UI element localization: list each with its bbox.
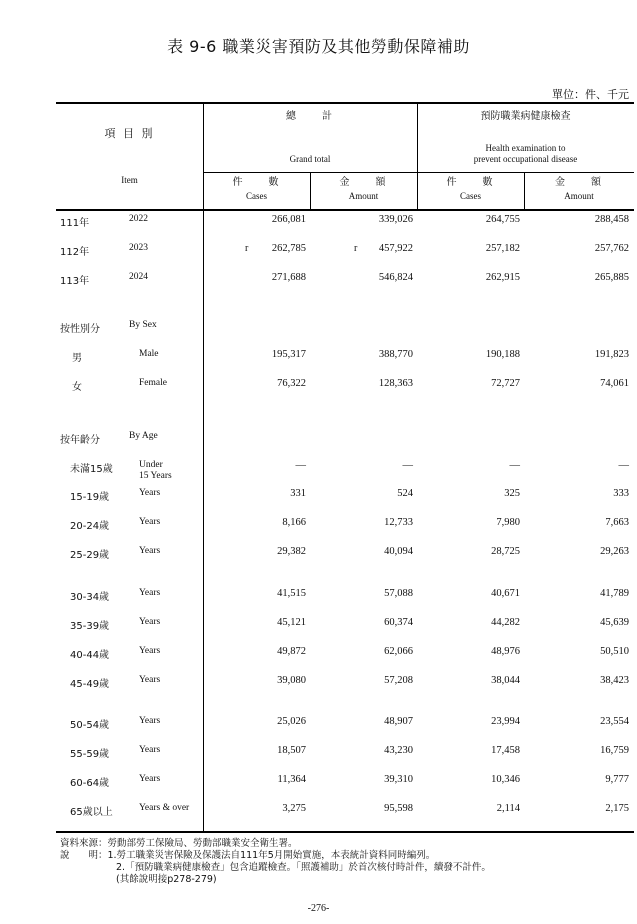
total-cases-cell: 3,275 bbox=[282, 803, 306, 814]
row-label-zh: 35-39歲 bbox=[70, 621, 110, 632]
total-cases-cell: 29,382 bbox=[277, 546, 306, 557]
header-mid-rule bbox=[203, 172, 634, 173]
total-amount-cell: 57,208 bbox=[384, 675, 413, 686]
total-amount-cell: 457,922 bbox=[378, 243, 413, 254]
row-label-zh: 15-19歲 bbox=[70, 492, 110, 503]
table-row bbox=[0, 617, 637, 643]
table-bottom-rule bbox=[56, 831, 634, 833]
total-cases-cell: — bbox=[295, 460, 306, 471]
revised-flag: r bbox=[354, 243, 358, 254]
health-amount-cell: 29,263 bbox=[600, 546, 629, 557]
health-cases-cell: 40,671 bbox=[491, 588, 520, 599]
row-label-en: Years bbox=[139, 646, 161, 656]
header-bottom-rule bbox=[56, 209, 634, 211]
health-cases-cell: 38,044 bbox=[491, 675, 520, 686]
note-2: 2.「預防職業病健康檢查」包含追蹤檢查。「照護補助」於首次核付時計件，續發不計件。 bbox=[116, 862, 491, 873]
health-amount-cell: 288,458 bbox=[594, 214, 629, 225]
row-label-en: Male bbox=[139, 349, 159, 359]
table-row bbox=[0, 272, 637, 298]
table-row bbox=[0, 460, 637, 486]
total-amount-cell: 546,824 bbox=[378, 272, 413, 283]
health-cases-cell: 2,114 bbox=[496, 803, 520, 814]
footnotes bbox=[60, 838, 491, 886]
table-row bbox=[0, 588, 637, 614]
health-amount-cell: 38,423 bbox=[600, 675, 629, 686]
health-amount-cell: 50,510 bbox=[600, 646, 629, 657]
row-label-zh: 65歲以上 bbox=[70, 807, 113, 818]
health-cases-cell: 17,458 bbox=[491, 745, 520, 756]
total-amount-cell: 39,310 bbox=[384, 774, 413, 785]
section-label-en: By Age bbox=[129, 431, 158, 441]
table-row bbox=[0, 349, 637, 375]
total-cases-cell: 76,322 bbox=[277, 378, 306, 389]
row-label-zh: 30-34歲 bbox=[70, 592, 110, 603]
row-label-zh: 男 bbox=[72, 353, 82, 364]
health-cases-cell: 325 bbox=[504, 488, 520, 499]
health-amount-cell: 74,061 bbox=[600, 378, 629, 389]
total-cases-cell: 331 bbox=[290, 488, 306, 499]
header-item-zh: 項 目 別 bbox=[104, 127, 155, 140]
row-label-en: Years bbox=[139, 675, 161, 685]
total-amount-cell: 524 bbox=[397, 488, 413, 499]
header-health-amount-en: Amount bbox=[564, 191, 594, 201]
row-label-zh: 女 bbox=[72, 382, 82, 393]
page-title: 表 9-6 職業災害預防及其他勞動保障補助 bbox=[167, 37, 470, 56]
health-cases-cell: 44,282 bbox=[491, 617, 520, 628]
row-label-en: 2022 bbox=[129, 214, 148, 224]
health-cases-cell: 264,755 bbox=[485, 214, 520, 225]
header-health-amount-zh: 金 額 bbox=[555, 177, 603, 188]
total-amount-cell: 62,066 bbox=[384, 646, 413, 657]
section-row bbox=[0, 320, 637, 346]
header-health-cases-en: Cases bbox=[460, 191, 481, 201]
health-amount-cell: 9,777 bbox=[605, 774, 629, 785]
health-cases-cell: 262,915 bbox=[485, 272, 520, 283]
table-row bbox=[0, 803, 637, 829]
total-amount-cell: 43,230 bbox=[384, 745, 413, 756]
row-label-zh: 50-54歲 bbox=[70, 720, 110, 731]
table-row bbox=[0, 214, 637, 240]
health-amount-cell: 333 bbox=[613, 488, 629, 499]
health-amount-cell: 23,554 bbox=[600, 716, 629, 727]
table-row bbox=[0, 243, 637, 269]
health-amount-cell: 257,762 bbox=[594, 243, 629, 254]
header-item-en: Item bbox=[121, 175, 138, 185]
row-label-zh: 25-29歲 bbox=[70, 550, 110, 561]
table-row bbox=[0, 716, 637, 742]
total-amount-cell: — bbox=[402, 460, 413, 471]
row-label-zh: 113年 bbox=[60, 276, 90, 287]
row-label-zh: 55-59歲 bbox=[70, 749, 110, 760]
row-label-en: Under bbox=[139, 460, 163, 470]
header-total-cases-en: Cases bbox=[246, 191, 267, 201]
health-cases-cell: 28,725 bbox=[491, 546, 520, 557]
health-amount-cell: — bbox=[618, 460, 629, 471]
total-cases-cell: 45,121 bbox=[277, 617, 306, 628]
health-amount-cell: 2,175 bbox=[605, 803, 629, 814]
health-amount-cell: 16,759 bbox=[600, 745, 629, 756]
note-3: (其餘說明接p278-279) bbox=[116, 874, 217, 885]
section-label-en: By Sex bbox=[129, 320, 157, 330]
health-amount-cell: 45,639 bbox=[600, 617, 629, 628]
total-amount-cell: 95,598 bbox=[384, 803, 413, 814]
health-cases-cell: 10,346 bbox=[491, 774, 520, 785]
header-total-en: Grand total bbox=[289, 154, 331, 164]
header-health-zh: 預防職業病健康檢查 bbox=[480, 111, 571, 122]
row-label-en: Years bbox=[139, 546, 161, 556]
table-row bbox=[0, 774, 637, 800]
table-row bbox=[0, 546, 637, 572]
total-amount-cell: 60,374 bbox=[384, 617, 413, 628]
row-label-en-line2: 15 Years bbox=[139, 471, 172, 481]
table-row bbox=[0, 378, 637, 404]
row-label-zh: 20-24歲 bbox=[70, 521, 110, 532]
total-amount-cell: 339,026 bbox=[378, 214, 413, 225]
revised-flag: r bbox=[245, 243, 249, 254]
header-health-cases-zh: 件 數 bbox=[446, 177, 495, 188]
health-cases-cell: 257,182 bbox=[485, 243, 520, 254]
health-amount-cell: 191,823 bbox=[594, 349, 629, 360]
row-label-zh: 45-49歲 bbox=[70, 679, 110, 690]
row-label-en: Years bbox=[139, 716, 161, 726]
row-label-zh: 112年 bbox=[60, 247, 90, 258]
health-amount-cell: 41,789 bbox=[600, 588, 629, 599]
total-cases-cell: 39,080 bbox=[277, 675, 306, 686]
source-note: 資料來源：勞動部勞工保險局、勞動部職業安全衛生署。 bbox=[60, 838, 298, 849]
total-amount-cell: 388,770 bbox=[378, 349, 413, 360]
total-cases-cell: 41,515 bbox=[277, 588, 306, 599]
total-amount-cell: 12,733 bbox=[384, 517, 413, 528]
table-row bbox=[0, 675, 637, 701]
row-label-en: Years & over bbox=[139, 803, 190, 813]
row-label-zh: 40-44歲 bbox=[70, 650, 110, 661]
total-cases-cell: 262,785 bbox=[271, 243, 306, 254]
row-label-en: 2023 bbox=[129, 243, 148, 253]
row-label-en: 2024 bbox=[129, 272, 148, 282]
table-top-rule bbox=[56, 102, 634, 104]
total-cases-cell: 266,081 bbox=[271, 214, 306, 225]
total-cases-cell: 271,688 bbox=[271, 272, 306, 283]
row-label-en: Years bbox=[139, 774, 161, 784]
header-total-amount-en: Amount bbox=[348, 191, 379, 201]
health-cases-cell: 48,976 bbox=[491, 646, 520, 657]
row-label-zh: 未滿15歲 bbox=[70, 464, 113, 475]
total-amount-cell: 128,363 bbox=[378, 378, 413, 389]
total-cases-cell: 25,026 bbox=[277, 716, 306, 727]
health-cases-cell: 7,980 bbox=[496, 517, 520, 528]
row-label-en: Years bbox=[139, 588, 161, 598]
total-cases-cell: 49,872 bbox=[277, 646, 306, 657]
table-row bbox=[0, 745, 637, 771]
header-total-amount-zh: 金 額 bbox=[339, 177, 388, 188]
total-cases-cell: 8,166 bbox=[282, 517, 306, 528]
total-cases-cell: 11,364 bbox=[277, 774, 306, 785]
header-health-en-1: Health examination to bbox=[485, 143, 566, 153]
health-cases-cell: — bbox=[509, 460, 520, 471]
health-cases-cell: 190,188 bbox=[485, 349, 520, 360]
row-label-en: Female bbox=[139, 378, 167, 388]
total-cases-cell: 195,317 bbox=[271, 349, 306, 360]
note-1: 說 明：1.勞工職業災害保險及保護法自111年5月開始實施，本表統計資料同時編列。 bbox=[60, 850, 436, 861]
section-row bbox=[0, 431, 637, 457]
row-label-zh: 60-64歲 bbox=[70, 778, 110, 789]
row-label-en: Years bbox=[139, 745, 161, 755]
table-row bbox=[0, 488, 637, 514]
unit-label: 單位：件、千元 bbox=[552, 88, 629, 101]
table-row bbox=[0, 646, 637, 672]
row-label-zh: 111年 bbox=[60, 218, 90, 229]
header-health-en-2: prevent occupational disease bbox=[473, 154, 578, 164]
total-amount-cell: 57,088 bbox=[384, 588, 413, 599]
row-label-en: Years bbox=[139, 488, 161, 498]
total-amount-cell: 48,907 bbox=[384, 716, 413, 727]
section-label-zh: 按年齡分 bbox=[60, 435, 100, 446]
page-number: -276- bbox=[307, 903, 330, 914]
health-cases-cell: 23,994 bbox=[491, 716, 520, 727]
row-label-en: Years bbox=[139, 617, 161, 627]
table-row bbox=[0, 517, 637, 543]
section-label-zh: 按性別分 bbox=[60, 324, 100, 335]
header-total-zh: 總 計 bbox=[286, 111, 334, 122]
header-total-cases-zh: 件 數 bbox=[232, 177, 281, 188]
row-label-en: Years bbox=[139, 517, 161, 527]
health-cases-cell: 72,727 bbox=[491, 378, 520, 389]
health-amount-cell: 7,663 bbox=[605, 517, 629, 528]
health-amount-cell: 265,885 bbox=[594, 272, 629, 283]
total-amount-cell: 40,094 bbox=[384, 546, 413, 557]
total-cases-cell: 18,507 bbox=[277, 745, 306, 756]
